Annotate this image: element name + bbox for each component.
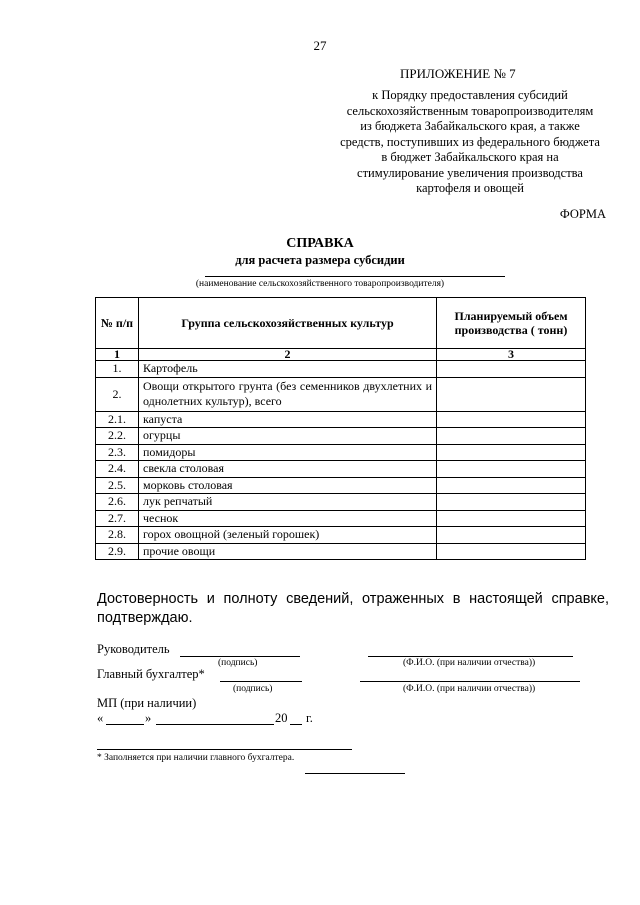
appendix-line: стимулирование увеличения производства <box>357 165 583 180</box>
confirmation-statement: Достоверность и полноту сведений, отраженных в настоящей справке, подтверждаю. <box>97 591 609 626</box>
fio-caption: (Ф.И.О. (при наличии отчества)) <box>403 658 536 668</box>
appendix-line: средств, поступивших из федерального бюджета <box>340 134 600 149</box>
table-row <box>96 444 586 461</box>
row-number: 2.6. <box>96 494 139 511</box>
document-title: СПРАВКА <box>286 236 354 251</box>
row-number: 2.4. <box>96 461 139 478</box>
table-row <box>96 527 586 544</box>
row-value-cell[interactable] <box>437 361 586 378</box>
date-suffix: г. <box>306 711 313 725</box>
row-value-cell[interactable] <box>437 461 586 478</box>
end-separator <box>305 773 405 774</box>
footnote-separator <box>97 749 352 750</box>
header-crop-group: Группа сельскохозяйственных культур <box>139 298 437 349</box>
row-crop-name: морковь столовая <box>139 477 437 494</box>
row-value-cell[interactable] <box>437 543 586 560</box>
row-number: 2.2. <box>96 428 139 445</box>
table-row <box>96 543 586 560</box>
table-row <box>96 411 586 428</box>
row-crop-name: прочие овощи <box>139 543 437 560</box>
row-crop-name: свекла столовая <box>139 461 437 478</box>
appendix-line: из бюджета Забайкальского края, а также <box>360 119 580 133</box>
producer-name-line[interactable] <box>205 276 505 277</box>
appendix-title: ПРИЛОЖЕНИЕ № 7 <box>400 66 516 81</box>
row-value-cell[interactable] <box>437 411 586 428</box>
appendix-text <box>330 88 610 197</box>
row-value-cell[interactable] <box>437 494 586 511</box>
signature-caption: (подпись) <box>233 684 273 694</box>
table-row <box>96 361 586 378</box>
row-crop-name: помидоры <box>139 444 437 461</box>
date-month-line[interactable] <box>156 724 274 725</box>
table-row <box>96 377 586 411</box>
row-number: 1. <box>96 361 139 378</box>
date-day-line[interactable] <box>106 724 144 725</box>
head-fio-line[interactable] <box>368 656 573 657</box>
date-close-quote: » <box>145 711 152 725</box>
page-number: 27 <box>313 38 327 53</box>
appendix-line: к Порядку предоставления субсидий <box>372 88 568 102</box>
date-year-prefix: 20 <box>275 711 288 725</box>
appendix-line: в бюджет Забайкальского края на <box>381 150 559 164</box>
row-number: 2.7. <box>96 510 139 527</box>
row-number: 2.8. <box>96 527 139 544</box>
row-number: 2. <box>96 377 139 411</box>
row-value-cell[interactable] <box>437 377 586 411</box>
table-row <box>96 428 586 445</box>
row-crop-name: горох овощной (зеленый горошек) <box>139 527 437 544</box>
row-number: 2.9. <box>96 543 139 560</box>
header-number: № п/п <box>96 298 139 349</box>
table-row <box>96 461 586 478</box>
appendix-line: картофеля и овощей <box>416 181 524 195</box>
accountant-label: Главный бухгалтер* <box>97 667 205 681</box>
signature-caption: (подпись) <box>218 658 258 668</box>
stamp-label: МП (при наличии) <box>97 696 197 710</box>
date-year-line[interactable] <box>290 724 302 725</box>
table-row <box>96 510 586 527</box>
row-crop-name: капуста <box>139 411 437 428</box>
row-crop-name: огурцы <box>139 428 437 445</box>
row-crop-name: лук репчатый <box>139 494 437 511</box>
column-number: 1 <box>96 349 139 361</box>
form-label: ФОРМА <box>559 207 606 221</box>
row-number: 2.3. <box>96 444 139 461</box>
row-number: 2.1. <box>96 411 139 428</box>
table-header-row <box>96 298 586 349</box>
accountant-fio-line[interactable] <box>360 681 580 682</box>
row-value-cell[interactable] <box>437 527 586 544</box>
row-crop-name: Картофель <box>139 361 437 378</box>
column-number: 3 <box>437 349 586 361</box>
row-value-cell[interactable] <box>437 510 586 527</box>
row-value-cell[interactable] <box>437 477 586 494</box>
crops-table <box>95 297 586 560</box>
head-label: Руководитель <box>97 642 170 656</box>
row-crop-name: Овощи открытого грунта (без семенников двухлетних и однолетних культур), всего <box>139 377 437 411</box>
date-open-quote: « <box>97 711 104 725</box>
row-crop-name: чеснок <box>139 510 437 527</box>
producer-name-caption: (наименование сельскохозяйственного товаропроизводителя) <box>195 279 445 289</box>
column-number: 2 <box>139 349 437 361</box>
footnote: * Заполняется при наличии главного бухгалтера. <box>97 753 295 763</box>
header-planned-volume: Планируемый объем производства ( тонн) <box>437 298 586 349</box>
row-value-cell[interactable] <box>437 428 586 445</box>
document-subtitle: для расчета размера субсидии <box>235 253 405 267</box>
table-row <box>96 477 586 494</box>
accountant-signature-line[interactable] <box>220 681 302 682</box>
table-row <box>96 494 586 511</box>
appendix-line: сельскохозяйственным товаропроизводителям <box>346 103 594 118</box>
row-number: 2.5. <box>96 477 139 494</box>
row-value-cell[interactable] <box>437 444 586 461</box>
head-signature-line[interactable] <box>180 656 300 657</box>
fio-caption: (Ф.И.О. (при наличии отчества)) <box>403 684 536 694</box>
column-number-row <box>96 349 586 361</box>
